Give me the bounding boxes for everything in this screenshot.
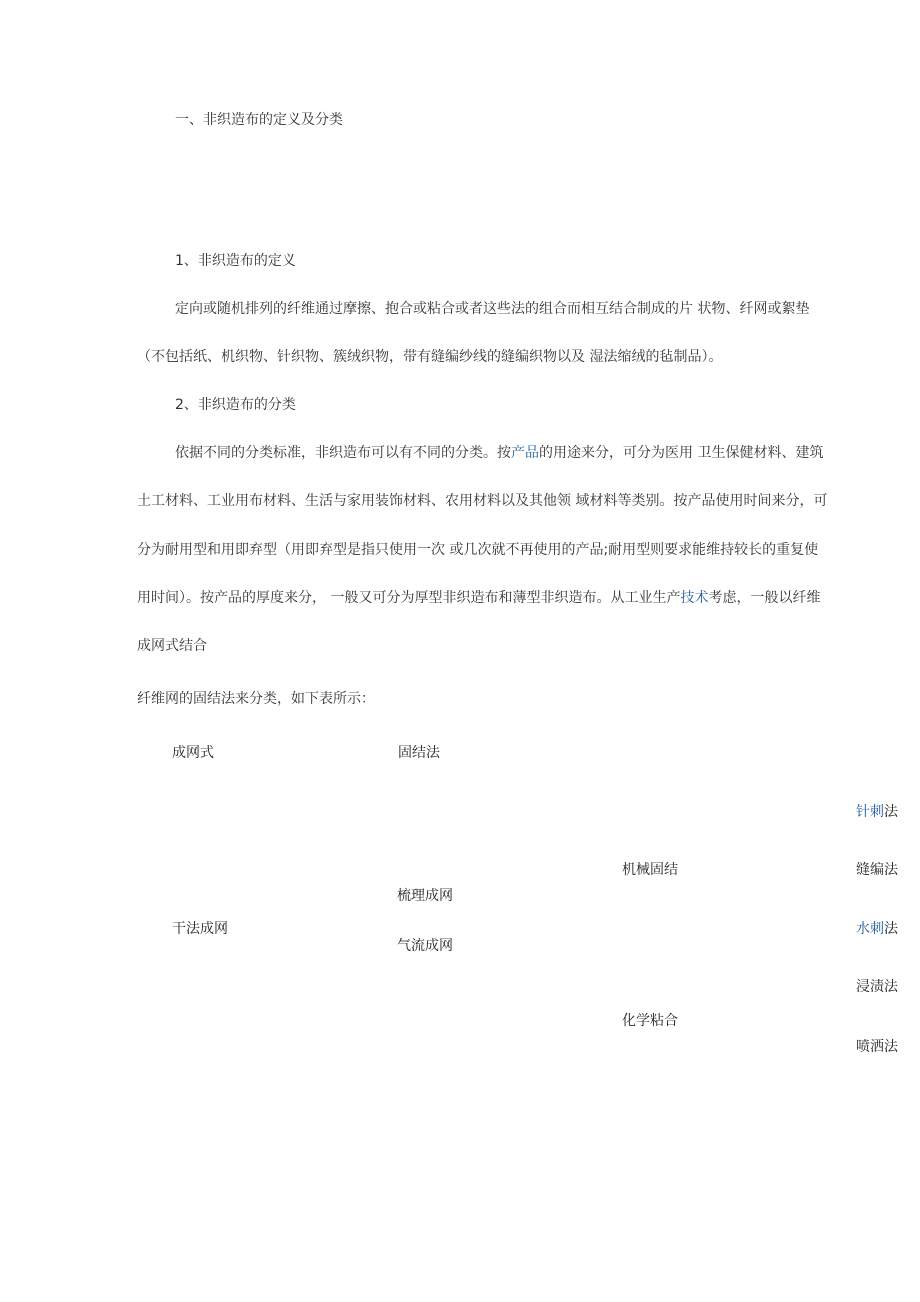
classification-line-1 xyxy=(175,443,823,463)
classification-line-4-text-b: 考虑，一般以纤维 xyxy=(708,590,821,606)
classification-heading: 2、非织造布的分类 xyxy=(175,397,296,413)
table-cell-mechanical-bonding: 机械固结 xyxy=(622,862,678,878)
classification-line-5: 成网式结合 xyxy=(137,638,207,654)
table-cell-chemical-bonding: 化学粘合 xyxy=(622,1013,678,1029)
table-header-web-forming: 成网式 xyxy=(172,745,214,761)
definition-heading: 1、非织造布的定义 xyxy=(175,253,296,269)
table-cell-dry-laid: 干法成网 xyxy=(172,921,228,937)
classification-line-1-text-b: 的用途来分，可分为医用 卫生保健材料、建筑 xyxy=(539,445,824,461)
classification-line-2: 土工材料、工业用布材料、生活与家用装饰材料、农用材料以及其他领 域材料等类别。按产品使用时间来分，可 xyxy=(137,493,828,509)
hydroentangle-suffix: 法 xyxy=(884,921,898,937)
classification-line-4-text-a: 用时间）。按产品的厚度来分， 一般又可分为厚型非织造布和薄型非织造布。从工业生产 xyxy=(137,590,681,606)
table-cell-spray: 喷洒法 xyxy=(856,1039,898,1055)
needle-punch-link[interactable]: 针刺 xyxy=(856,804,884,820)
classification-line-1-text-a: 依据不同的分类标准，非织造布可以有不同的分类。按 xyxy=(175,445,511,461)
table-cell-impregnation: 浸渍法 xyxy=(856,979,898,995)
classification-line-3: 分为耐用型和用即弃型（用即弃型是指只使用一次 或几次就不再使用的产品;耐用型则要求能维持较长的重复使 xyxy=(137,542,819,558)
table-cell-hydroentangle xyxy=(856,919,898,939)
hydroentangle-link[interactable]: 水刺 xyxy=(856,921,884,937)
classification-line-4 xyxy=(137,588,820,608)
table-cell-needle-punch xyxy=(856,802,898,822)
classification-line-6: 纤维网的固结法来分类，如下表所示： xyxy=(137,691,375,707)
table-cell-stitchbond: 缝编法 xyxy=(856,862,898,878)
section-heading: 一、非织造布的定义及分类 xyxy=(175,112,343,128)
product-link[interactable]: 产品 xyxy=(511,445,539,461)
definition-line-1: 定向或随机排列的纤维通过摩擦、抱合或粘合或者这些法的组合而相互结合制成的片 状物、纤网或絮垫 xyxy=(175,301,810,317)
table-cell-airlaid: 气流成网 xyxy=(397,938,453,954)
definition-line-2: （不包括纸、机织物、针织物、簇绒织物，带有缝编纱线的缝编织物以及 湿法缩绒的毡制品）。 xyxy=(137,349,723,365)
needle-punch-suffix: 法 xyxy=(884,804,898,820)
table-cell-carding: 梳理成网 xyxy=(397,888,453,904)
table-header-bonding: 固结法 xyxy=(398,745,440,761)
technology-link[interactable]: 技术 xyxy=(680,590,709,606)
